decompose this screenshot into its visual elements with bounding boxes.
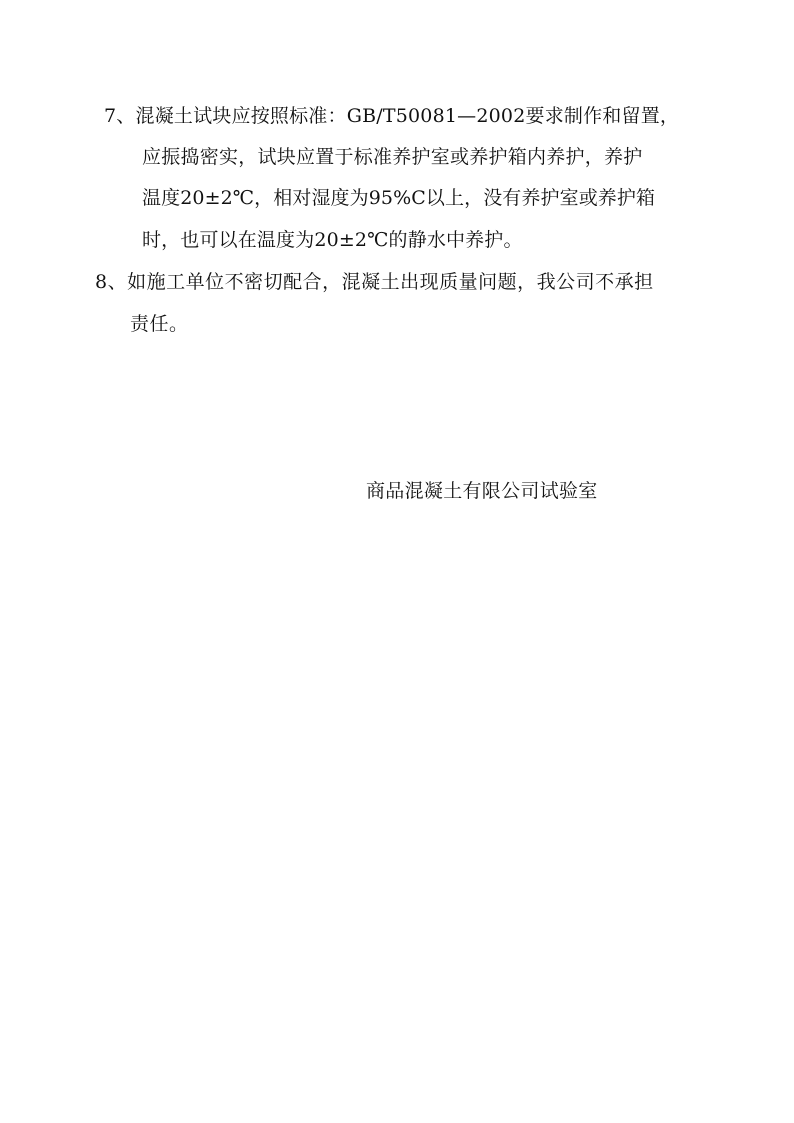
item-8-line-1: 8、如施工单位不密切配合，混凝土出现质量问题，我公司不承担 bbox=[95, 271, 654, 293]
item-7-line-4: 时，也可以在温度为20±2℃的静水中养护。 bbox=[142, 229, 523, 251]
item-7-line-1: 7、混凝土试块应按照标准：GB/T50081—2002要求制作和留置， bbox=[104, 105, 680, 127]
item-8-line-2: 责任。 bbox=[130, 313, 189, 335]
item-7-line-3: 温度20±2℃，相对湿度为95%C以上，没有养护室或养护箱 bbox=[142, 187, 656, 209]
item-7-line-2: 应振捣密实，试块应置于标准养护室或养护箱内养护，养护 bbox=[142, 146, 643, 168]
signature-line: 商品混凝土有限公司试验室 bbox=[366, 480, 598, 502]
